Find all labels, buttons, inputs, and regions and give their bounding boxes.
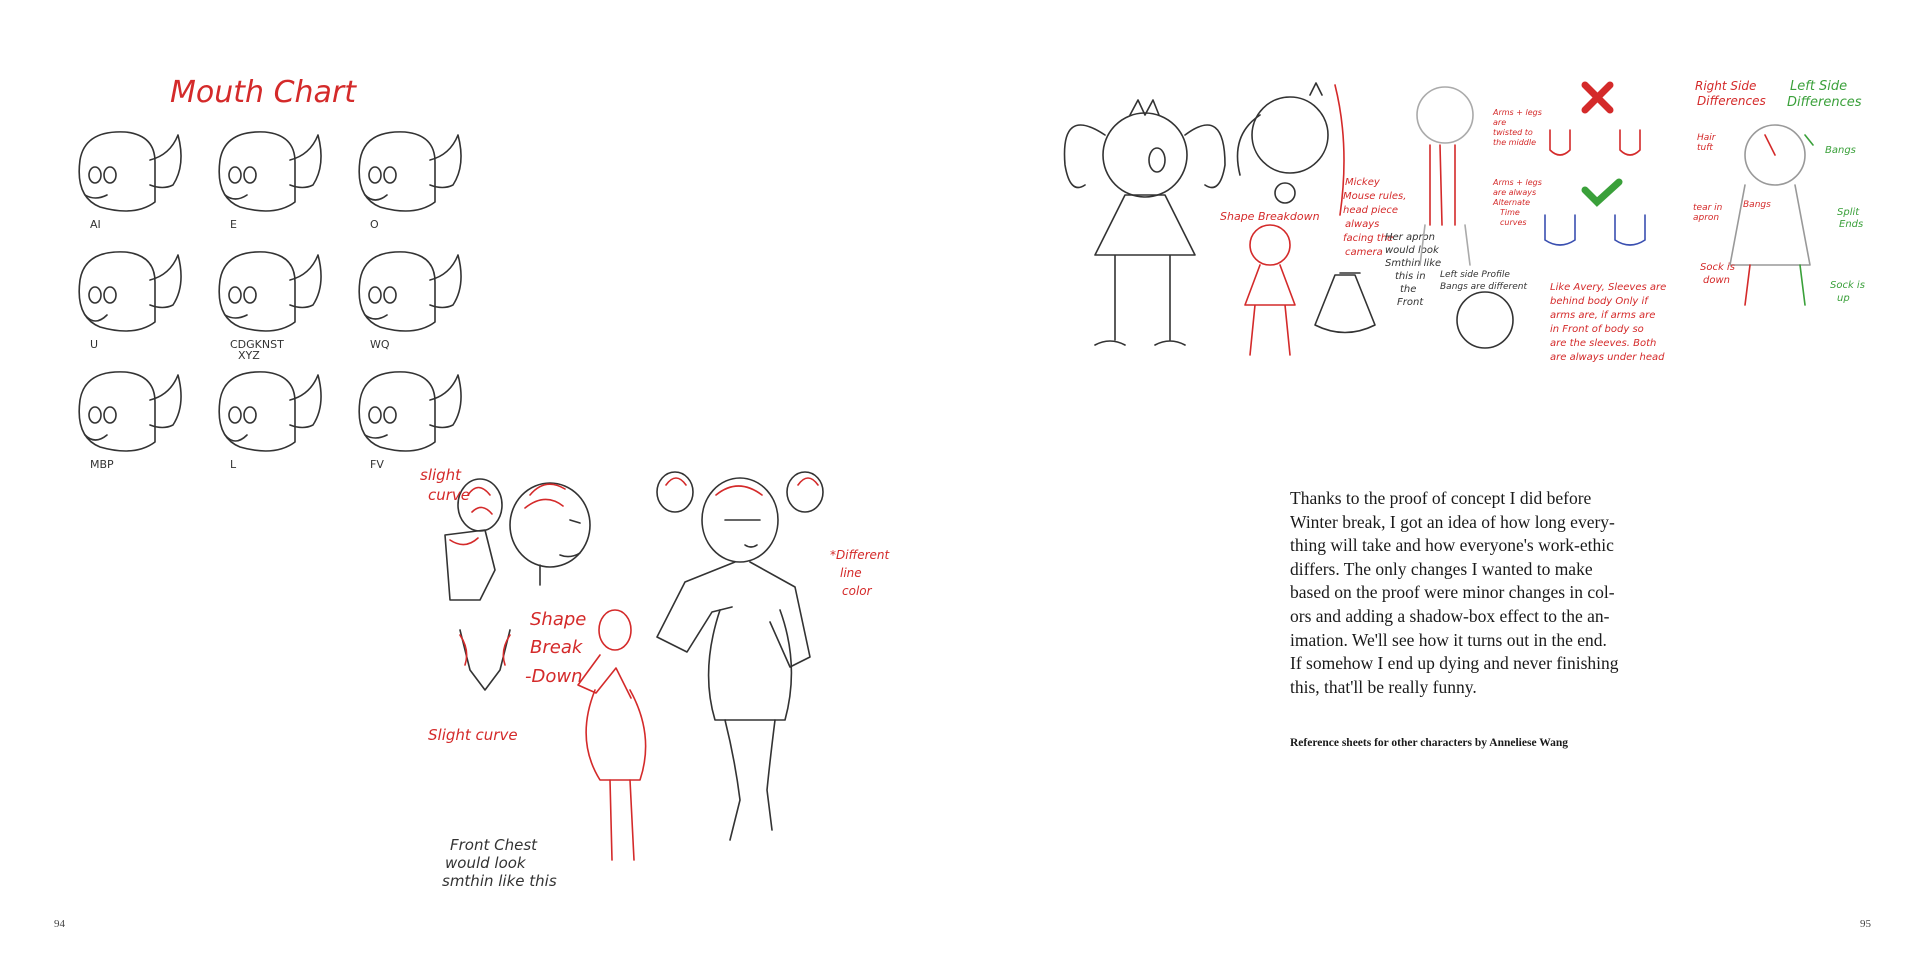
mouth-chart-label: U — [90, 338, 99, 351]
slight-curve-top-label: slight curve — [420, 466, 471, 504]
bangs-red-note: Bangs — [1743, 200, 1771, 210]
mouth-chart-head — [359, 372, 461, 451]
mouth-chart-label: O — [370, 218, 379, 231]
bangs-note: Bangs — [1825, 145, 1856, 156]
hair-tuft-note: Hair tuft — [1697, 133, 1716, 153]
mouth-chart-label: AI — [90, 218, 101, 231]
slight-curve-bottom-label: Slight curve — [428, 726, 518, 744]
mouth-chart-head — [79, 132, 181, 211]
image-caption: Reference sheets for other characters by Anneliese Wang — [1290, 737, 1568, 749]
mouth-chart-head — [219, 252, 321, 331]
apron-sketch — [1315, 273, 1375, 333]
red-small-figure — [1245, 225, 1295, 355]
tear-apron-note: tear in apron — [1693, 203, 1723, 223]
red-shape-figure — [578, 610, 646, 860]
differences-figure — [1730, 125, 1813, 305]
mouth-chart-sheet — [60, 70, 500, 490]
profile-head-sketch — [1238, 83, 1345, 215]
arms-legs-note-1: Arms + legs are twisted to the middle — [1493, 108, 1542, 147]
jacket-curve-sketch — [445, 530, 510, 690]
sock-down-note: Sock is down — [1700, 262, 1735, 286]
mouth-chart-label: MBP — [90, 458, 114, 471]
profile-circle-sketch — [1457, 292, 1513, 348]
arms-legs-note-2: Arms + legs are always Alternate Time curves — [1493, 178, 1542, 227]
apron-note: Her apron would look Smthin like this in the Front — [1385, 232, 1442, 308]
wrong-right-comparison — [1545, 85, 1645, 245]
main-character-sketch — [1065, 100, 1226, 345]
split-ends-note: Split Ends — [1837, 207, 1864, 230]
front-chest-label: Front Chest would look smthin like this — [442, 836, 557, 890]
right-diff-label: Right Side Differences — [1695, 79, 1766, 108]
mouth-chart-label: L — [230, 458, 237, 471]
sock-up-note: Sock is up — [1830, 280, 1865, 304]
mouth-chart-label: FV — [370, 458, 384, 471]
shape-breakdown-label: Shape Break -Down — [525, 609, 587, 687]
shape-breakdown-sheet — [420, 460, 900, 900]
mouth-chart-label: E — [230, 218, 237, 231]
mouth-chart-head — [79, 372, 181, 451]
mouth-chart-head — [359, 132, 461, 211]
svg-text:*Differentlinecolor: *Different line color — [830, 548, 890, 598]
mouth-chart-head — [219, 132, 321, 211]
mouth-chart-label: WQ — [370, 338, 390, 351]
shape-breakdown-note: Shape Breakdown — [1220, 210, 1320, 223]
mouth-chart-head — [79, 252, 181, 331]
full-body-sketch — [657, 472, 823, 840]
body-text: Thanks to the proof of concept I did before Winter break, I got an idea of how long every- thing will take and how everyone's work-ethic differs. The only changes I wanted to make based on the proof were minor changes in col- ors and adding a shadow-box effect to the an- imation. We'll see how it turns out in the end. If somehow I end up dying and never finishing this, that'll be really funny. — [1290, 488, 1619, 697]
different-line-note — [830, 545, 910, 605]
left-diff-label: Left Side Differences — [1787, 79, 1862, 110]
page-number-left: 94 — [54, 918, 65, 930]
reference-sheet — [1045, 75, 1875, 385]
mouth-chart-head — [359, 252, 461, 331]
mouth-chart-label: CDGKNST XYZ — [230, 338, 284, 362]
left-profile-note: Left side Profile Bangs are different — [1440, 270, 1527, 292]
mouth-chart-head — [219, 372, 321, 451]
mouth-chart-title: Mouth Chart — [170, 75, 357, 110]
page-number-right: 95 — [1860, 918, 1871, 930]
sleeves-note: Like Avery, Sleeves are behind body Only if arms are, if arms are in Front of body so are the sleeves. Both are always under head — [1550, 282, 1667, 363]
mickey-rules-note: Mickey Mouse rules, head piece always facing the camera — [1343, 177, 1407, 258]
head-profile-sketch — [458, 479, 590, 585]
